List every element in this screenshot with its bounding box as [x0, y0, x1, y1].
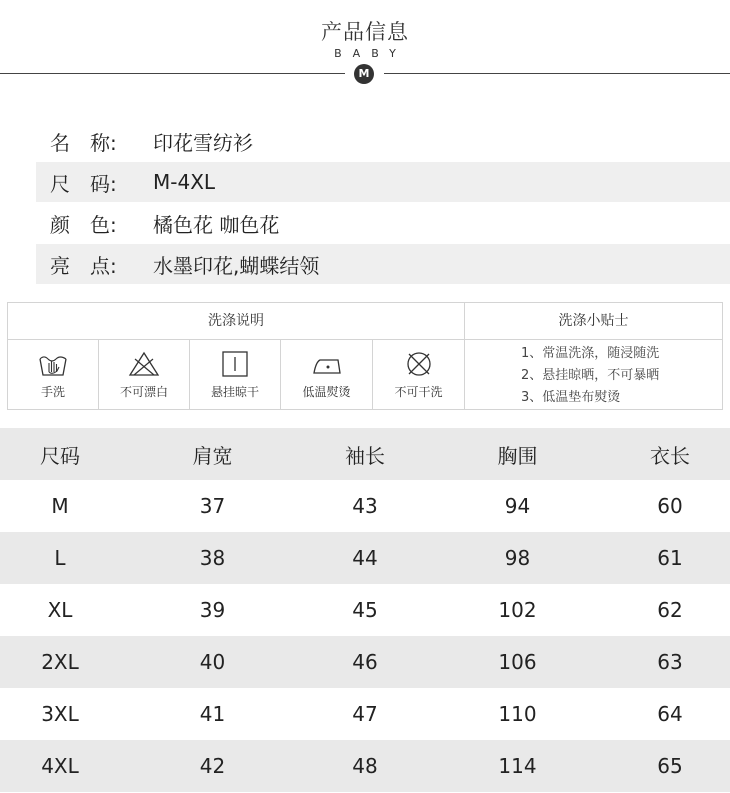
table-row	[0, 480, 730, 532]
care-symbol-label: 不可干洗	[394, 385, 443, 399]
table-cell: 114	[498, 754, 537, 778]
wash-tip: 3、低温垫布熨烫	[521, 390, 621, 405]
page-title: 产品信息	[321, 20, 409, 44]
wash-tip: 1、常温洗涤，随浸随洗	[521, 346, 660, 361]
table-cell: 37	[199, 494, 226, 518]
table-cell: 47	[352, 702, 378, 726]
table-cell: M	[51, 494, 69, 518]
table-cell: 46	[352, 650, 378, 674]
table-cell: 41	[199, 702, 226, 726]
table-row	[0, 740, 730, 792]
info-value: 水墨印花,蝴蝶结领	[153, 253, 320, 278]
column-header: 肩宽	[192, 443, 233, 468]
info-label: 颜 色:	[50, 212, 117, 237]
care-symbol-label: 不可漂白	[119, 385, 168, 399]
table-cell: 42	[199, 754, 226, 778]
divider-right	[384, 73, 730, 74]
wash-tips	[465, 303, 722, 409]
divider-left	[0, 73, 345, 74]
table-cell: 4XL	[41, 754, 79, 778]
column-header: 尺码	[40, 443, 80, 468]
table-cell: L	[54, 546, 66, 570]
column-header: 衣长	[650, 443, 690, 468]
wash-tips-title: 洗涤小贴士	[465, 303, 722, 340]
table-cell: 2XL	[41, 650, 79, 674]
info-value: 橘色花 咖色花	[153, 212, 280, 237]
table-cell: 3XL	[41, 702, 79, 726]
table-cell: 44	[352, 546, 378, 570]
info-row-size	[36, 162, 730, 202]
table-cell: 61	[657, 546, 683, 570]
care-symbol-low-iron	[281, 340, 373, 410]
care-symbols	[8, 340, 464, 410]
no-dry-clean-icon	[403, 350, 435, 378]
table-cell: 40	[199, 650, 226, 674]
table-cell: 60	[657, 494, 683, 518]
column-header: 袖长	[345, 443, 385, 468]
care-symbol-label: 悬挂晾干	[210, 385, 259, 399]
table-cell: 64	[657, 702, 683, 726]
table-cell: 106	[498, 650, 537, 674]
table-cell: 102	[498, 598, 537, 622]
low-iron-icon	[311, 350, 343, 378]
product-info-list	[36, 121, 730, 284]
hang-dry-icon	[219, 350, 251, 378]
info-row-highlight	[36, 244, 730, 284]
table-cell: 45	[352, 598, 378, 622]
care-symbol-no-bleach	[99, 340, 190, 410]
product-info-header	[0, 0, 730, 95]
table-cell: 63	[657, 650, 683, 674]
table-cell: 65	[657, 754, 683, 778]
info-row-color	[36, 203, 730, 243]
column-header: 胸围	[497, 443, 538, 468]
care-symbol-label: 手洗	[40, 385, 65, 399]
table-cell: 110	[498, 702, 537, 726]
care-symbol-hand-wash	[8, 340, 99, 410]
table-row	[0, 532, 730, 584]
table-cell: XL	[47, 598, 73, 622]
m-badge-icon: M	[354, 64, 374, 84]
care-symbol-label: 低温熨烫	[302, 385, 351, 399]
info-value: M-4XL	[153, 170, 216, 194]
wash-instructions	[8, 303, 465, 409]
table-row	[0, 688, 730, 740]
table-cell: 62	[657, 598, 683, 622]
table-cell: 48	[352, 754, 378, 778]
size-table	[0, 428, 730, 792]
care-symbol-no-dry-clean	[373, 340, 464, 410]
table-row	[0, 636, 730, 688]
wash-tip: 2、悬挂晾晒，不可暴晒	[521, 368, 660, 383]
info-label: 尺 码:	[50, 171, 117, 196]
table-row	[0, 584, 730, 636]
care-box	[7, 302, 723, 410]
no-bleach-icon	[128, 350, 160, 378]
table-cell: 43	[352, 494, 378, 518]
table-cell: 38	[199, 546, 226, 570]
hand-wash-icon	[37, 350, 69, 378]
info-label: 名 称:	[50, 130, 117, 155]
table-cell: 98	[504, 546, 531, 570]
info-label: 亮 点:	[50, 253, 117, 278]
table-cell: 94	[504, 494, 531, 518]
table-cell: 39	[199, 598, 226, 622]
info-value: 印花雪纺衫	[153, 130, 253, 155]
size-table-header	[0, 428, 730, 480]
wash-instructions-title: 洗涤说明	[8, 303, 464, 340]
info-row-name	[36, 121, 730, 161]
header-subtitle: BABY	[334, 47, 407, 60]
wash-tips-list	[465, 340, 722, 409]
care-symbol-hang-dry	[190, 340, 281, 410]
